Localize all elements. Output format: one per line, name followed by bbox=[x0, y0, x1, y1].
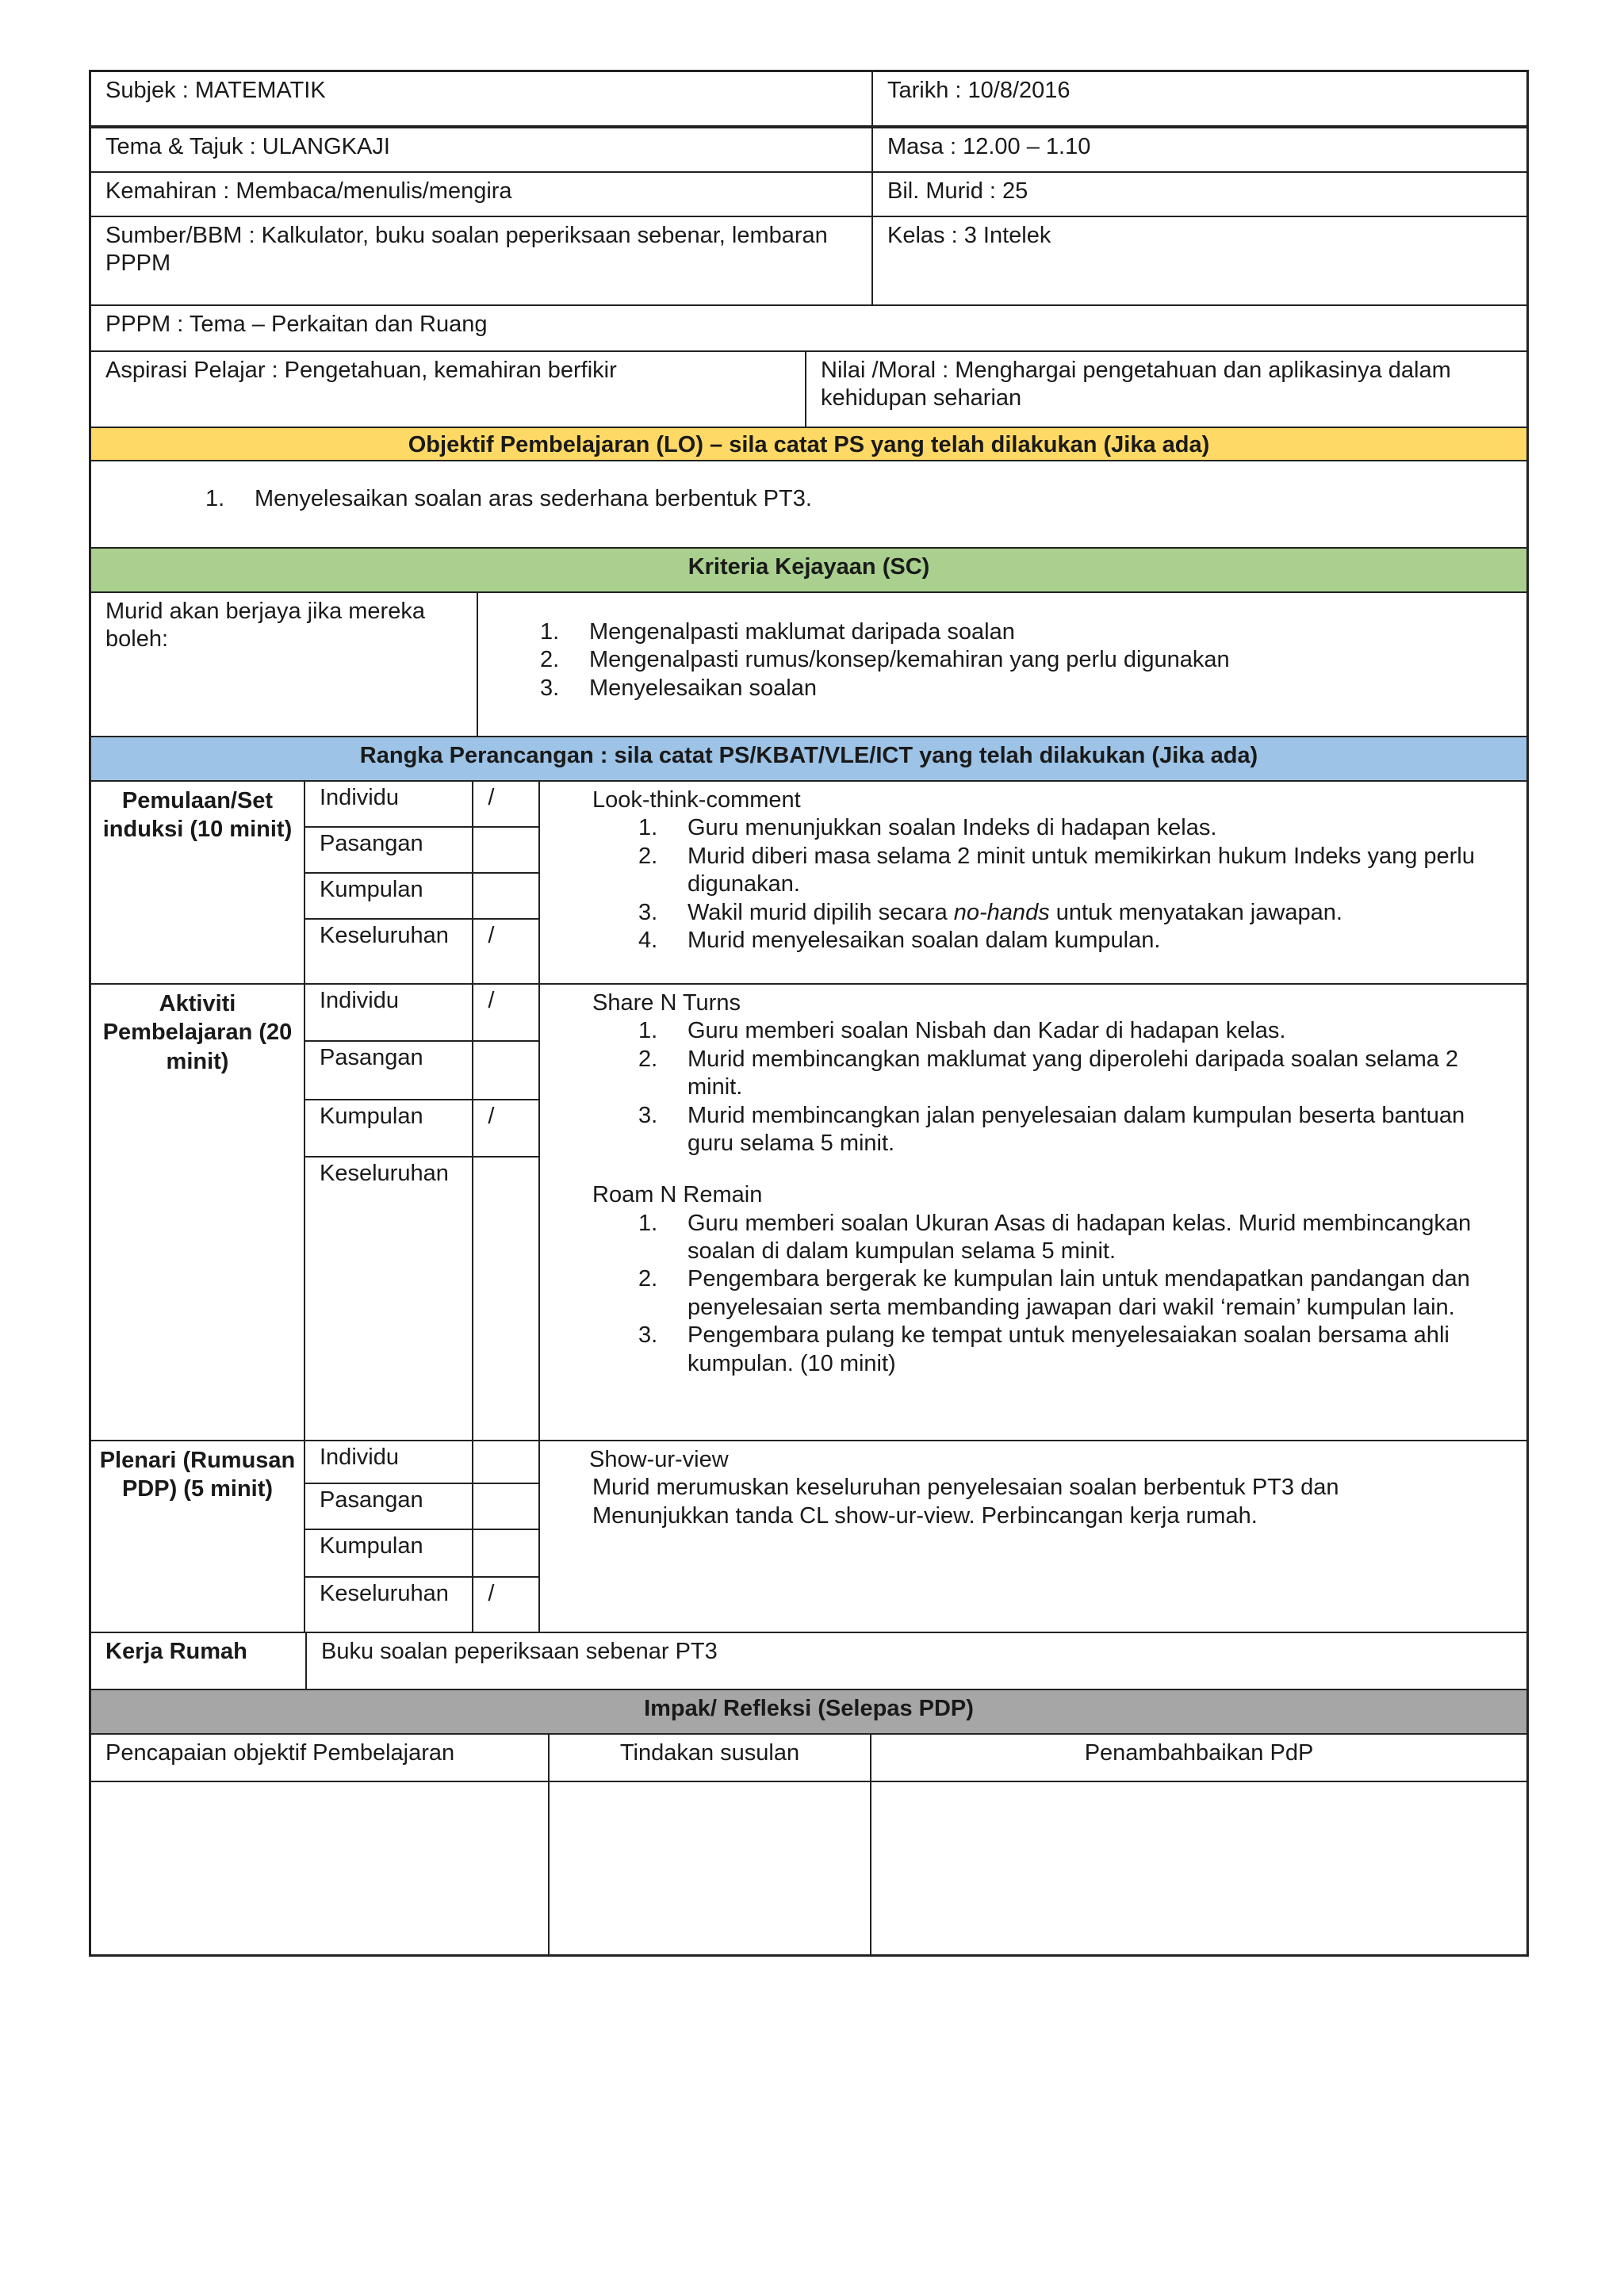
activity-list bbox=[638, 1017, 1511, 1158]
mode-label: Kumpulan bbox=[305, 874, 473, 918]
activity-list bbox=[638, 814, 1511, 955]
mode-row bbox=[305, 920, 538, 983]
mode-column bbox=[305, 1441, 540, 1632]
list-item bbox=[638, 1017, 1511, 1045]
plan-band bbox=[89, 737, 1529, 782]
list-item bbox=[638, 1102, 1511, 1158]
objective-list bbox=[205, 485, 1512, 513]
item-number: 4. bbox=[638, 927, 658, 953]
mode-row bbox=[305, 1484, 538, 1530]
criteria-lead: Murid akan berjaya jika mereka boleh: bbox=[105, 599, 425, 652]
phase-name: Plenari (Rumusan PDP) (5 minit) bbox=[91, 1441, 305, 1632]
reflection-body-row bbox=[89, 1782, 1529, 1957]
list-item bbox=[638, 1265, 1511, 1322]
list-item bbox=[540, 646, 1512, 674]
item-text: Mengenalpasti maklumat daripada soalan bbox=[589, 619, 1015, 645]
phase-name: Aktiviti Pembelajaran (20 minit) bbox=[91, 985, 305, 1440]
phase-row-plenary bbox=[89, 1441, 1529, 1633]
mode-label: Pasangan bbox=[305, 828, 473, 872]
reflection-improvement-cell[interactable] bbox=[870, 1782, 1526, 1954]
mode-mark: / bbox=[488, 785, 495, 810]
mode-label: Keseluruhan bbox=[305, 1578, 473, 1632]
reflection-title: Impak/ Refleksi (Selepas PDP) bbox=[644, 1696, 974, 1721]
item-text: Murid membincangkan jalan penyelesaian dalam kumpulan beserta bantuan guru selama 5 minit. bbox=[688, 1102, 1465, 1156]
theme-cell: Tema & Tajuk : ULANGKAJI bbox=[105, 134, 390, 159]
pppm-cell: PPPM : Tema – Perkaitan dan Ruang bbox=[105, 312, 488, 337]
list-item bbox=[638, 899, 1511, 927]
mode-label: Individu bbox=[305, 985, 473, 1040]
aspiration-cell: Aspirasi Pelajar : Pengetahuan, kemahiran berfikir bbox=[105, 358, 617, 383]
reflection-col-followup: Tindakan susulan bbox=[548, 1735, 870, 1781]
item-text: Guru memberi soalan Ukuran Asas di hadapan kelas. Murid membincangkan soalan di dalam kumpulan selama 5 minit. bbox=[688, 1210, 1472, 1264]
item-text: Menyelesaikan soalan bbox=[589, 675, 817, 701]
lesson-plan bbox=[89, 70, 1529, 1957]
list-item bbox=[638, 1322, 1511, 1378]
item-text: Pengembara bergerak ke kumpulan lain untuk mendapatkan pandangan dan penyelesaian serta membanding jawapan dari wakil ‘remain’ kumpulan lain. bbox=[688, 1266, 1470, 1320]
item-text bbox=[688, 899, 1342, 927]
mode-row bbox=[305, 1441, 538, 1484]
mode-row bbox=[305, 1530, 538, 1578]
mode-label: Individu bbox=[305, 1441, 473, 1483]
spacer bbox=[592, 1158, 1511, 1181]
item-number: 2. bbox=[638, 843, 658, 869]
list-item bbox=[638, 1046, 1511, 1102]
activity-list-2 bbox=[638, 1210, 1511, 1378]
header-row-4 bbox=[89, 217, 1529, 306]
item-text-em: no-hands bbox=[953, 899, 1050, 925]
reflection-col-achievement: Pencapaian objektif Pembelajaran bbox=[105, 1740, 455, 1766]
mode-row bbox=[305, 874, 538, 920]
phase-name: Pemulaan/Set induksi (10 minit) bbox=[91, 782, 305, 983]
homework-text: Buku soalan peperiksaan sebenar PT3 bbox=[305, 1633, 1526, 1689]
item-text: Mengenalpasti rumus/konsep/kemahiran yang perlu digunakan bbox=[589, 647, 1230, 673]
item-number: 1. bbox=[638, 1018, 658, 1044]
reflection-header-row bbox=[89, 1735, 1529, 1782]
objective-band bbox=[89, 428, 1529, 461]
mode-mark bbox=[473, 1484, 538, 1529]
mode-row bbox=[305, 782, 538, 828]
mode-row bbox=[305, 1578, 538, 1632]
item-text: Murid menyelesaikan soalan dalam kumpulan. bbox=[688, 927, 1161, 953]
homework-label: Kerja Rumah bbox=[105, 1639, 247, 1664]
mode-row bbox=[305, 1100, 538, 1158]
phase-row-activity bbox=[89, 985, 1529, 1441]
list-item bbox=[638, 927, 1511, 955]
mode-row bbox=[305, 828, 538, 874]
list-item bbox=[638, 814, 1511, 842]
phase-row-induction bbox=[89, 782, 1529, 985]
activity-heading: Look-think-comment bbox=[592, 787, 801, 813]
item-text: Guru menunjukkan soalan Indeks di hadapan kelas. bbox=[688, 815, 1217, 841]
activity-heading: Show-ur-view bbox=[589, 1447, 729, 1472]
activity-heading: Share N Turns bbox=[592, 990, 741, 1016]
student-count-cell: Bil. Murid : 25 bbox=[871, 173, 1526, 216]
mode-row bbox=[305, 985, 538, 1042]
mode-mark: / bbox=[488, 988, 495, 1013]
header-row-2 bbox=[89, 128, 1529, 173]
reflection-achievement-cell[interactable] bbox=[91, 1782, 548, 1954]
mode-label: Kumpulan bbox=[305, 1530, 473, 1576]
item-text: Murid membincangkan maklumat yang diperolehi daripada soalan selama 2 minit. bbox=[688, 1046, 1459, 1100]
reflection-col-improvement: Penambahbaikan PdP bbox=[870, 1735, 1526, 1781]
item-number: 2. bbox=[638, 1046, 658, 1072]
item-text: Pengembara pulang ke tempat untuk menyelesaiakan soalan bersama ahli kumpulan. (10 minit) bbox=[688, 1322, 1450, 1376]
item-number: 1. bbox=[638, 815, 658, 841]
plan-title: Rangka Perancangan : sila catat PS/KBAT/VLE/ICT yang telah dilakukan (Jika ada) bbox=[359, 743, 1258, 768]
item-text-b: untuk menyatakan jawapan. bbox=[1049, 899, 1342, 925]
values-cell: Nilai /Moral : Menghargai pengetahuan dan aplikasinya dalam kehidupan seharian bbox=[805, 352, 1526, 427]
activity-cell bbox=[540, 1441, 1526, 1632]
activity-text: Murid merumuskan keseluruhan penyelesaian soalan berbentuk PT3 dan Menunjukkan tanda CL show-ur-view. Perbincangan kerja rumah. bbox=[592, 1475, 1339, 1529]
item-number: 2. bbox=[540, 647, 560, 673]
activity-cell bbox=[540, 985, 1526, 1440]
mode-row bbox=[305, 1042, 538, 1100]
mode-mark: / bbox=[488, 1581, 495, 1606]
item-number: 1. bbox=[540, 619, 560, 645]
header-row-5 bbox=[89, 306, 1529, 352]
list-item bbox=[638, 1210, 1511, 1266]
homework-row bbox=[89, 1633, 1529, 1690]
item-text: Murid diberi masa selama 2 minit untuk memikirkan hukum Indeks yang perlu digunakan. bbox=[688, 843, 1475, 897]
subject-cell: Subjek : MATEMATIK bbox=[105, 78, 326, 103]
mode-label: Kumpulan bbox=[305, 1100, 473, 1156]
item-number: 3. bbox=[638, 1322, 658, 1349]
resources-cell: Sumber/BBM : Kalkulator, buku soalan peperiksaan sebenar, lembaran PPPM bbox=[105, 223, 828, 277]
list-item bbox=[540, 675, 1512, 702]
mode-mark bbox=[473, 1158, 538, 1440]
criteria-row bbox=[89, 593, 1529, 737]
mode-mark bbox=[473, 1042, 538, 1099]
objective-list-cell bbox=[91, 461, 1526, 547]
header-row-1 bbox=[89, 70, 1529, 128]
criteria-title: Kriteria Kejayaan (SC) bbox=[688, 554, 930, 580]
list-item bbox=[540, 618, 1512, 646]
item-text: Guru memberi soalan Nisbah dan Kadar di hadapan kelas. bbox=[688, 1018, 1286, 1044]
activity-cell bbox=[540, 782, 1526, 983]
item-number: 3. bbox=[638, 1102, 658, 1128]
mode-mark bbox=[473, 1530, 538, 1576]
mode-label: Pasangan bbox=[305, 1042, 473, 1099]
mode-label: Keseluruhan bbox=[305, 1158, 473, 1440]
item-text: Menyelesaikan soalan aras sederhana berbentuk PT3. bbox=[255, 486, 812, 511]
mode-mark bbox=[473, 828, 538, 872]
class-cell: Kelas : 3 Intelek bbox=[871, 217, 1526, 304]
time-cell: Masa : 12.00 – 1.10 bbox=[871, 128, 1526, 171]
item-number: 3. bbox=[638, 899, 658, 925]
skills-cell: Kemahiran : Membaca/menulis/mengira bbox=[105, 178, 512, 204]
activity-heading-2: Roam N Remain bbox=[592, 1182, 763, 1208]
criteria-band bbox=[89, 549, 1529, 593]
mode-column bbox=[305, 782, 540, 983]
mode-column bbox=[305, 985, 540, 1440]
item-number: 1. bbox=[638, 1210, 658, 1236]
list-item bbox=[638, 843, 1511, 899]
item-number: 1. bbox=[205, 486, 225, 511]
reflection-band bbox=[89, 1690, 1529, 1735]
objective-title: Objektif Pembelajaran (LO) – sila catat PS yang telah dilakukan (Jika ada) bbox=[408, 432, 1210, 457]
mode-row bbox=[305, 1158, 538, 1440]
mode-mark: / bbox=[488, 1104, 495, 1129]
objective-row bbox=[89, 461, 1529, 549]
criteria-list bbox=[540, 618, 1512, 702]
criteria-list-cell bbox=[477, 593, 1526, 736]
mode-label: Pasangan bbox=[305, 1484, 473, 1529]
header-row-6 bbox=[89, 352, 1529, 428]
header-row-3 bbox=[89, 173, 1529, 217]
date-cell: Tarikh : 10/8/2016 bbox=[871, 72, 1526, 125]
item-text-a: Wakil murid dipilih secara bbox=[688, 899, 954, 925]
mode-label: Keseluruhan bbox=[305, 920, 473, 983]
mode-mark: / bbox=[488, 923, 495, 948]
item-number: 3. bbox=[540, 675, 560, 701]
mode-mark bbox=[473, 874, 538, 918]
item-number: 2. bbox=[638, 1266, 658, 1292]
mode-mark bbox=[473, 1441, 538, 1483]
list-item bbox=[205, 485, 1512, 513]
reflection-followup-cell[interactable] bbox=[548, 1782, 870, 1954]
mode-label: Individu bbox=[305, 782, 473, 826]
